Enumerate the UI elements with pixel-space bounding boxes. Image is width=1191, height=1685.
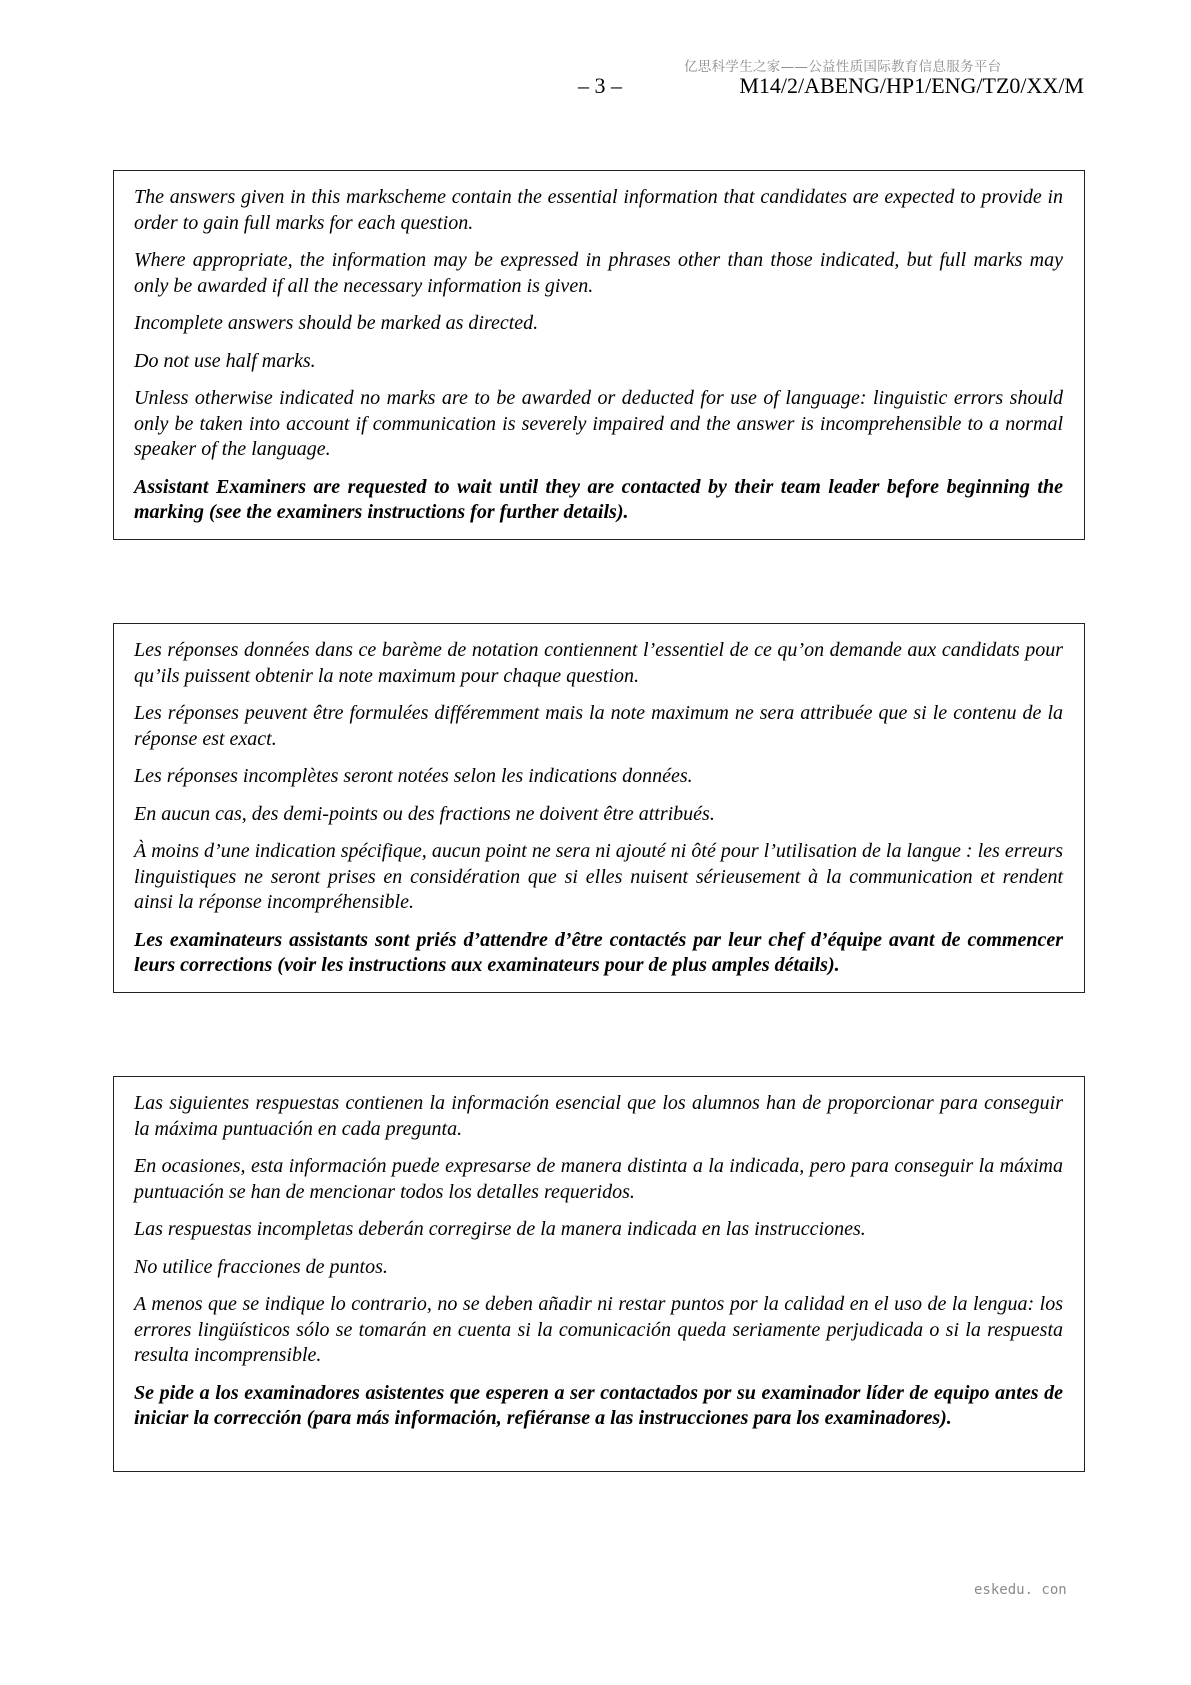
watermark-footer: eskedu. con xyxy=(974,1582,1067,1598)
bold-paragraph: Assistant Examiners are requested to wait until they are contacted by their team leader before beginning the marking (see the examiners instructions for further details). xyxy=(134,475,1063,523)
bold-paragraph: Les examinateurs assistants sont priés d’attendre d’être contactés par leur chef d’équipe avant de commencer leurs corrections (voir les instructions aux examinateurs pour de plus amples détails). xyxy=(134,928,1063,976)
paragraph: Do not use half marks. xyxy=(134,349,316,372)
instructions-box-spanish xyxy=(113,1076,1085,1472)
paragraph: Las siguientes respuestas contienen la información esencial que los alumnos han de proporcionar para conseguir la máxima puntuación en cada pregunta. xyxy=(134,1092,1063,1140)
paragraph: Unless otherwise indicated no marks are to be awarded or deducted for use of language: linguistic errors should only be taken into account if communication is severely impaired and the answer is incomprehensible to a normal speaker of the language. xyxy=(134,387,1063,460)
paragraph: Les réponses peuvent être formulées différemment mais la note maximum ne sera attribuée que si le contenu de la réponse est exact. xyxy=(134,702,1063,750)
paragraph: A menos que se indique lo contrario, no se deben añadir ni restar puntos por la calidad en el uso de la lengua: los errores lingüísticos sólo se tomarán en cuenta si la comunicación queda seriamente perjudicada o si la respuesta resulta incomprensible. xyxy=(134,1293,1063,1366)
paragraph: À moins d’une indication spécifique, aucun point ne sera ni ajouté ni ôté pour l’utilisation de la langue : les erreurs linguistiques ne seront prises en considération que si elles nuisent sérieusement à la communication et rendent ainsi la réponse incompréhensible. xyxy=(134,840,1063,913)
paragraph: En ocasiones, esta información puede expresarse de manera distinta a la indicada, pero para conseguir la máxima puntuación se han de mencionar todos los detalles requeridos. xyxy=(134,1155,1063,1203)
document-code: M14/2/ABENG/HP1/ENG/TZ0/XX/M xyxy=(739,73,1084,98)
paragraph: Les réponses incomplètes seront notées selon les indications données. xyxy=(134,765,693,787)
paragraph: No utilice fracciones de puntos. xyxy=(134,1255,388,1278)
paragraph: Les réponses données dans ce barème de notation contiennent l’essentiel de ce qu’on demande aux candidats pour qu’ils puissent obtenir la note maximum pour chaque question. xyxy=(134,639,1063,687)
bold-paragraph: Se pide a los examinadores asistentes que esperen a ser contactados por su examinador líder de equipo antes de iniciar la corrección (para más información, refiéranse a las instrucciones para los examinadores). xyxy=(134,1381,1063,1429)
paragraph: The answers given in this markscheme contain the essential information that candidates are expected to provide in order to gain full marks for each question. xyxy=(134,186,1063,234)
paragraph: Las respuestas incompletas deberán corregirse de la manera indicada en las instrucciones. xyxy=(134,1218,866,1240)
watermark-header: 亿思科学生之家——公益性质国际教育信息服务平台 xyxy=(684,59,1002,75)
instructions-box-english xyxy=(113,170,1085,540)
paragraph: Where appropriate, the information may be expressed in phrases other than those indicated, but full marks may only be awarded if all the necessary information is given. xyxy=(134,249,1063,297)
paragraph: En aucun cas, des demi-points ou des fractions ne doivent être attribués. xyxy=(134,802,715,825)
instructions-box-french xyxy=(113,623,1085,993)
paragraph: Incomplete answers should be marked as directed. xyxy=(134,312,539,334)
page-number: – 3 – xyxy=(578,73,622,98)
